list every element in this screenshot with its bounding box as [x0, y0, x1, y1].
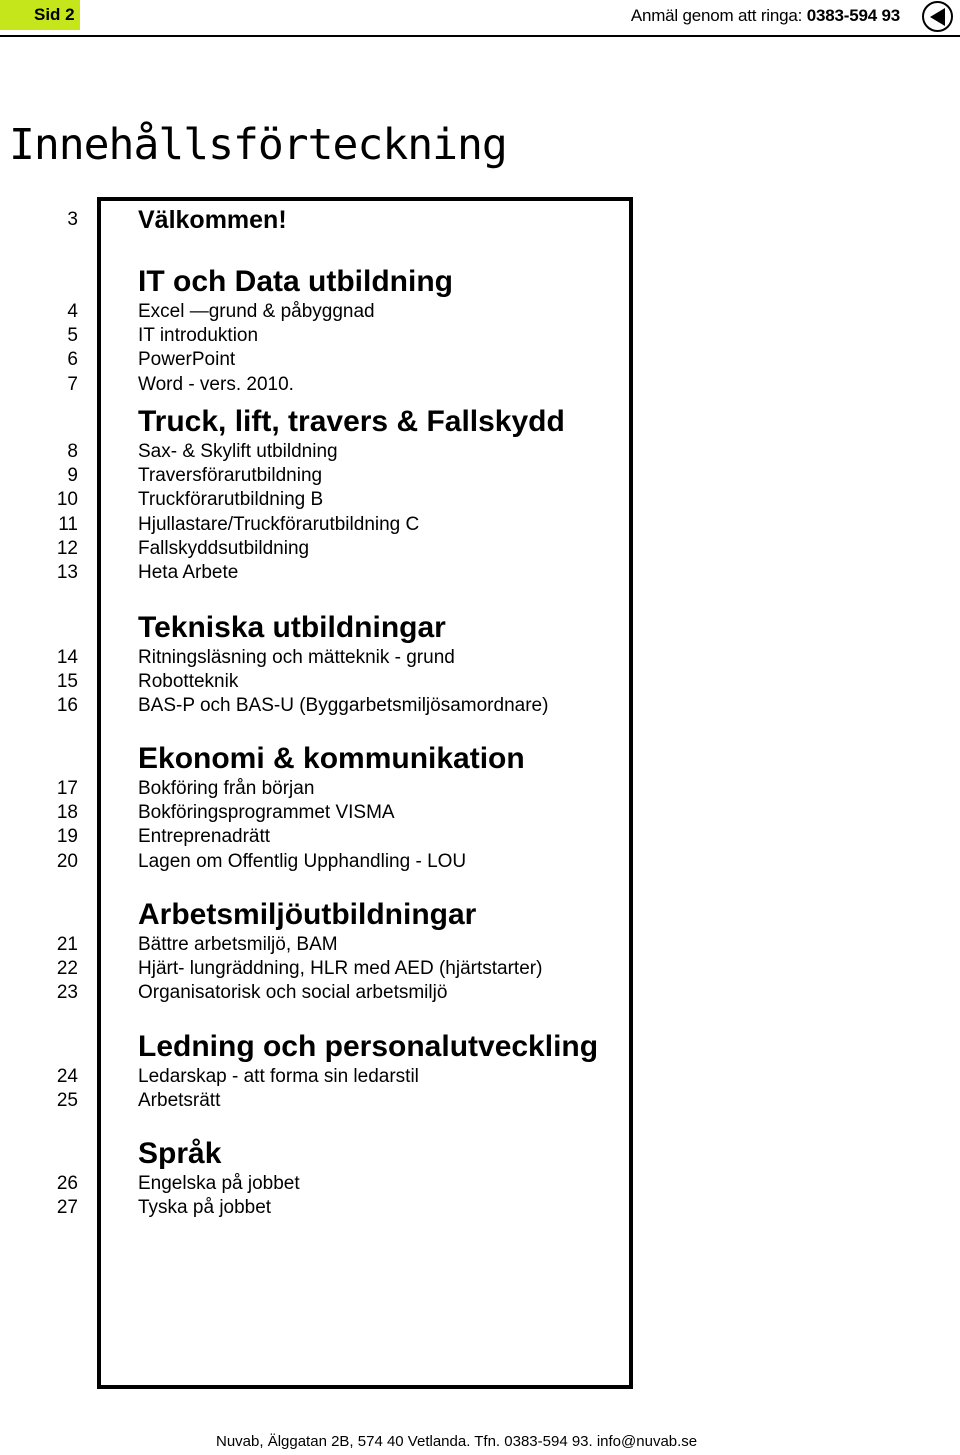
toc-page-number: 25: [56, 1090, 78, 1112]
toc-page-number: 6: [67, 349, 78, 371]
toc-entry-label: Sax- & Skylift utbildning: [138, 441, 338, 462]
toc-page-number: 16: [56, 695, 78, 717]
toc-entry-label: Entreprenadrätt: [138, 826, 271, 848]
toc-entry-label: Ritningsläsning och mätteknik - grund: [138, 647, 455, 668]
toc-page-number: 13: [56, 562, 78, 583]
toc-page-number: 5: [67, 325, 78, 347]
toc-entry[interactable]: [0, 464, 960, 488]
toc-entry-label: Bokföringsprogrammet VISMA: [138, 802, 395, 824]
toc-entry-label: Lagen om Offentlig Upphandling - LOU: [138, 850, 467, 872]
toc-entry[interactable]: [0, 694, 960, 718]
page-number-label: Sid 2: [0, 0, 80, 30]
toc-page-number: 20: [56, 850, 78, 872]
toc-entry[interactable]: [0, 488, 960, 512]
toc-page-number: 18: [56, 802, 78, 824]
toc-entry-label: Fallskyddsutbildning: [138, 537, 310, 559]
toc-entry[interactable]: [0, 373, 960, 397]
toc-section-heading: Arbetsmiljöutbildningar: [138, 898, 477, 931]
toc-page-number: 27: [56, 1197, 78, 1219]
toc-entry-label: Tyska på jobbet: [138, 1197, 272, 1219]
toc-page-number: 10: [56, 489, 78, 511]
toc-entry-label: Engelska på jobbet: [138, 1173, 300, 1194]
toc-page-number: 19: [56, 826, 78, 848]
toc-page-number: 4: [67, 301, 78, 322]
toc-entry-label: Hjärt- lungräddning, HLR med AED (hjärtstarter): [138, 958, 543, 980]
toc-entry[interactable]: [0, 933, 960, 957]
toc-entry[interactable]: [0, 646, 960, 670]
toc-page-number: 3: [67, 209, 78, 230]
toc-entry[interactable]: [0, 513, 960, 537]
toc-entry-label: Excel —grund & påbyggnad: [138, 301, 375, 322]
toc-entry-label: Bättre arbetsmiljö, BAM: [138, 934, 338, 955]
toc-entry-label: Truckförarutbildning B: [138, 489, 324, 511]
toc-page-number: 8: [67, 441, 78, 462]
toc-entry[interactable]: [0, 777, 960, 801]
toc-entry[interactable]: [0, 324, 960, 348]
toc-entry[interactable]: [0, 348, 960, 372]
toc-entry-label: PowerPoint: [138, 349, 236, 371]
page-title: Innehållsförteckning: [9, 120, 507, 170]
toc-page-number: 9: [67, 465, 78, 487]
toc-entry-label: Organisatorisk och social arbetsmiljö: [138, 982, 448, 1004]
toc-entry[interactable]: [0, 537, 960, 561]
toc-entry-label: Hjullastare/Truckförarutbildning C: [138, 513, 420, 535]
footer-contact: Nuvab, Älggatan 2B, 574 40 Vetlanda. Tfn. 0383-594 93. info@nuvab.se: [216, 1433, 698, 1450]
toc-page-number: 17: [56, 778, 78, 799]
toc-entry-label: Arbetsrätt: [138, 1090, 221, 1112]
toc-page-number: 22: [56, 958, 78, 980]
toc-entry[interactable]: [0, 1065, 960, 1089]
toc-entry-label: BAS-P och BAS-U (Byggarbetsmiljösamordnare): [138, 695, 549, 717]
toc-entry[interactable]: [0, 1089, 960, 1113]
toc-section-heading: Truck, lift, travers & Fallskydd: [138, 405, 565, 438]
toc-entry-label: Word - vers. 2010.: [138, 373, 294, 395]
toc-section-heading: IT och Data utbildning: [138, 265, 453, 298]
toc-page-number: 21: [56, 934, 78, 955]
toc-entry[interactable]: [0, 1196, 960, 1220]
toc-entry-label: Robotteknik: [138, 671, 239, 693]
page-header: [0, 0, 960, 36]
toc-section-heading: Tekniska utbildningar: [138, 611, 446, 644]
toc-entry-label: Traversförarutbildning: [138, 465, 323, 487]
toc-page-number: 23: [56, 982, 78, 1004]
toc-page-number: 24: [56, 1066, 78, 1087]
toc-section-heading: Språk: [138, 1137, 222, 1170]
signup-phone-number: 0383-594 93: [806, 6, 900, 25]
toc-entry-label: Ledarskap - att forma sin ledarstil: [138, 1066, 419, 1087]
signup-phone-line: [631, 6, 900, 26]
toc-entry[interactable]: [0, 825, 960, 849]
toc-entry-label: IT introduktion: [138, 325, 259, 347]
toc-section-heading: Ekonomi & kommunikation: [138, 742, 525, 775]
toc-entry[interactable]: [0, 440, 960, 464]
toc-page-number: 12: [56, 537, 78, 559]
header-divider: [0, 35, 960, 37]
toc-entry[interactable]: [0, 561, 960, 585]
toc-entry[interactable]: [0, 1172, 960, 1196]
toc-page-number: 11: [58, 513, 78, 535]
toc-entry[interactable]: [0, 850, 960, 874]
toc-entry[interactable]: [0, 801, 960, 825]
toc-page-number: 14: [56, 647, 78, 668]
signup-phone-text: Anmäl genom att ringa:: [630, 6, 803, 25]
toc-entry-label: Heta Arbete: [138, 562, 239, 583]
toc-page-number: 7: [67, 373, 78, 395]
back-arrow-icon[interactable]: [922, 1, 953, 32]
toc-entry-label: Bokföring från början: [138, 778, 315, 799]
toc-page-number: 26: [56, 1173, 78, 1194]
toc-entry[interactable]: [0, 957, 960, 981]
toc-entry[interactable]: [0, 981, 960, 1005]
toc-entry[interactable]: [0, 670, 960, 694]
toc-entry[interactable]: [0, 300, 960, 324]
toc-entry-label: Välkommen!: [138, 206, 287, 234]
toc-entry-welcome[interactable]: [0, 205, 960, 235]
toc-page-number: 15: [56, 671, 78, 693]
toc-section-heading: Ledning och personalutveckling: [138, 1030, 599, 1063]
